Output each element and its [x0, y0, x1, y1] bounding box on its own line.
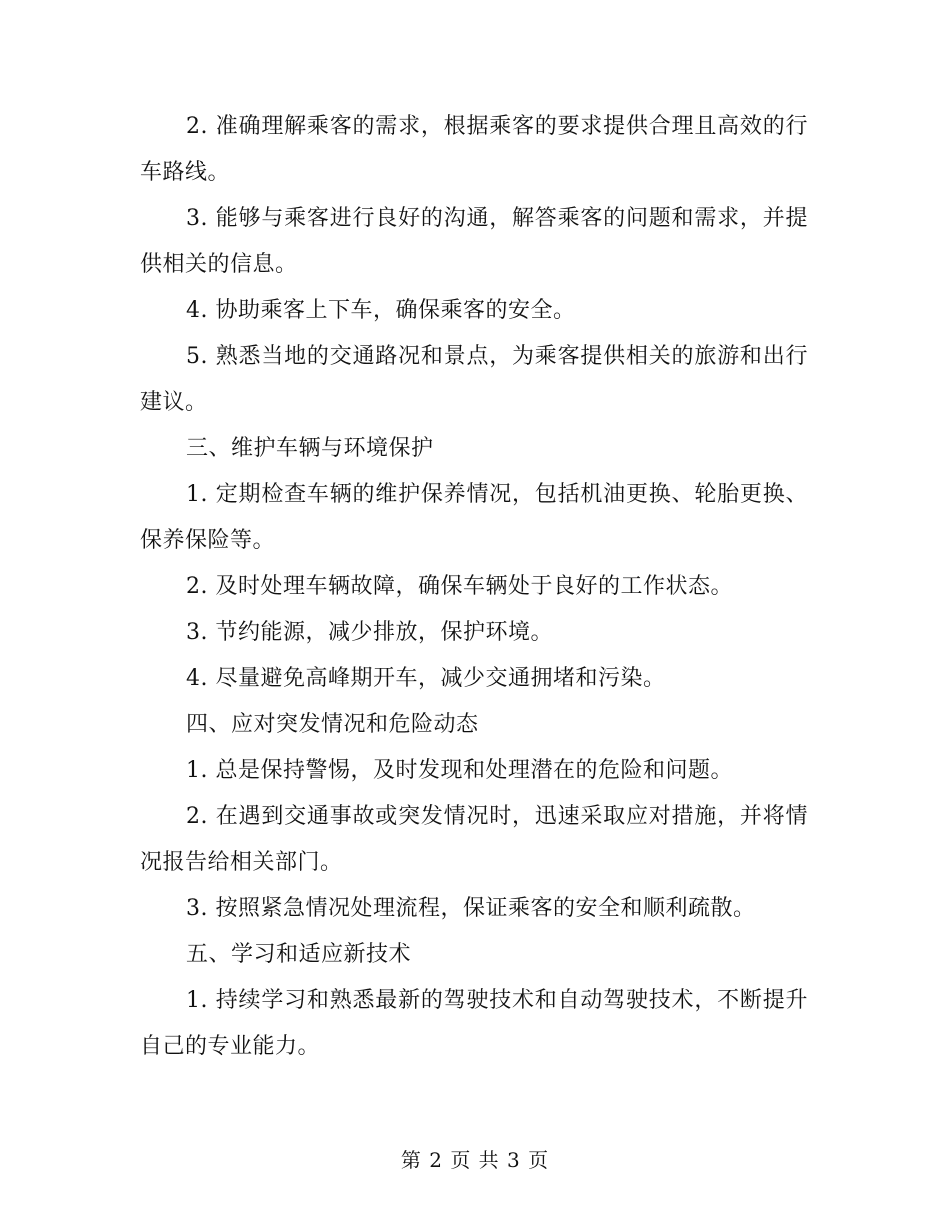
paragraph: 3. 按照紧急情况处理流程，保证乘客的安全和顺利疏散。: [186, 896, 756, 921]
paragraph: 5. 熟悉当地的交通路况和景点，为乘客提供相关的旅游和出行建议。: [140, 344, 808, 415]
paragraph: 4. 尽量避免高峰期开车，减少交通拥堵和污染。: [186, 666, 666, 691]
paragraph: 1. 总是保持警惕，及时发现和处理潜在的危险和问题。: [186, 758, 733, 783]
paragraph: 1. 定期检查车辆的维护保养情况，包括机油更换、轮胎更换、保养保险等。: [140, 482, 808, 553]
section-heading: 三、维护车辆与环境保护: [186, 436, 434, 461]
document-body: [140, 104, 808, 1070]
paragraph: 2. 准确理解乘客的需求，根据乘客的要求提供合理且高效的行车路线。: [140, 114, 808, 185]
paragraph: 1. 持续学习和熟悉最新的驾驶技术和自动驾驶技术，不断提升自己的专业能力。: [140, 988, 808, 1059]
paragraph: 2. 在遇到交通事故或突发情况时，迅速采取应对措施，并将情况报告给相关部门。: [140, 804, 808, 875]
paragraph: 3. 节约能源，减少排放，保护环境。: [186, 620, 553, 645]
page-number-footer: 第 2 页 共 3 页: [400, 1148, 550, 1172]
section-heading: 四、应对突发情况和危险动态: [186, 712, 479, 737]
paragraph: 3. 能够与乘客进行良好的沟通，解答乘客的问题和需求，并提供相关的信息。: [140, 206, 808, 277]
paragraph: 2. 及时处理车辆故障，确保车辆处于良好的工作状态。: [186, 574, 733, 599]
paragraph: 4. 协助乘客上下车，确保乘客的安全。: [186, 298, 576, 323]
section-heading: 五、学习和适应新技术: [186, 942, 412, 967]
